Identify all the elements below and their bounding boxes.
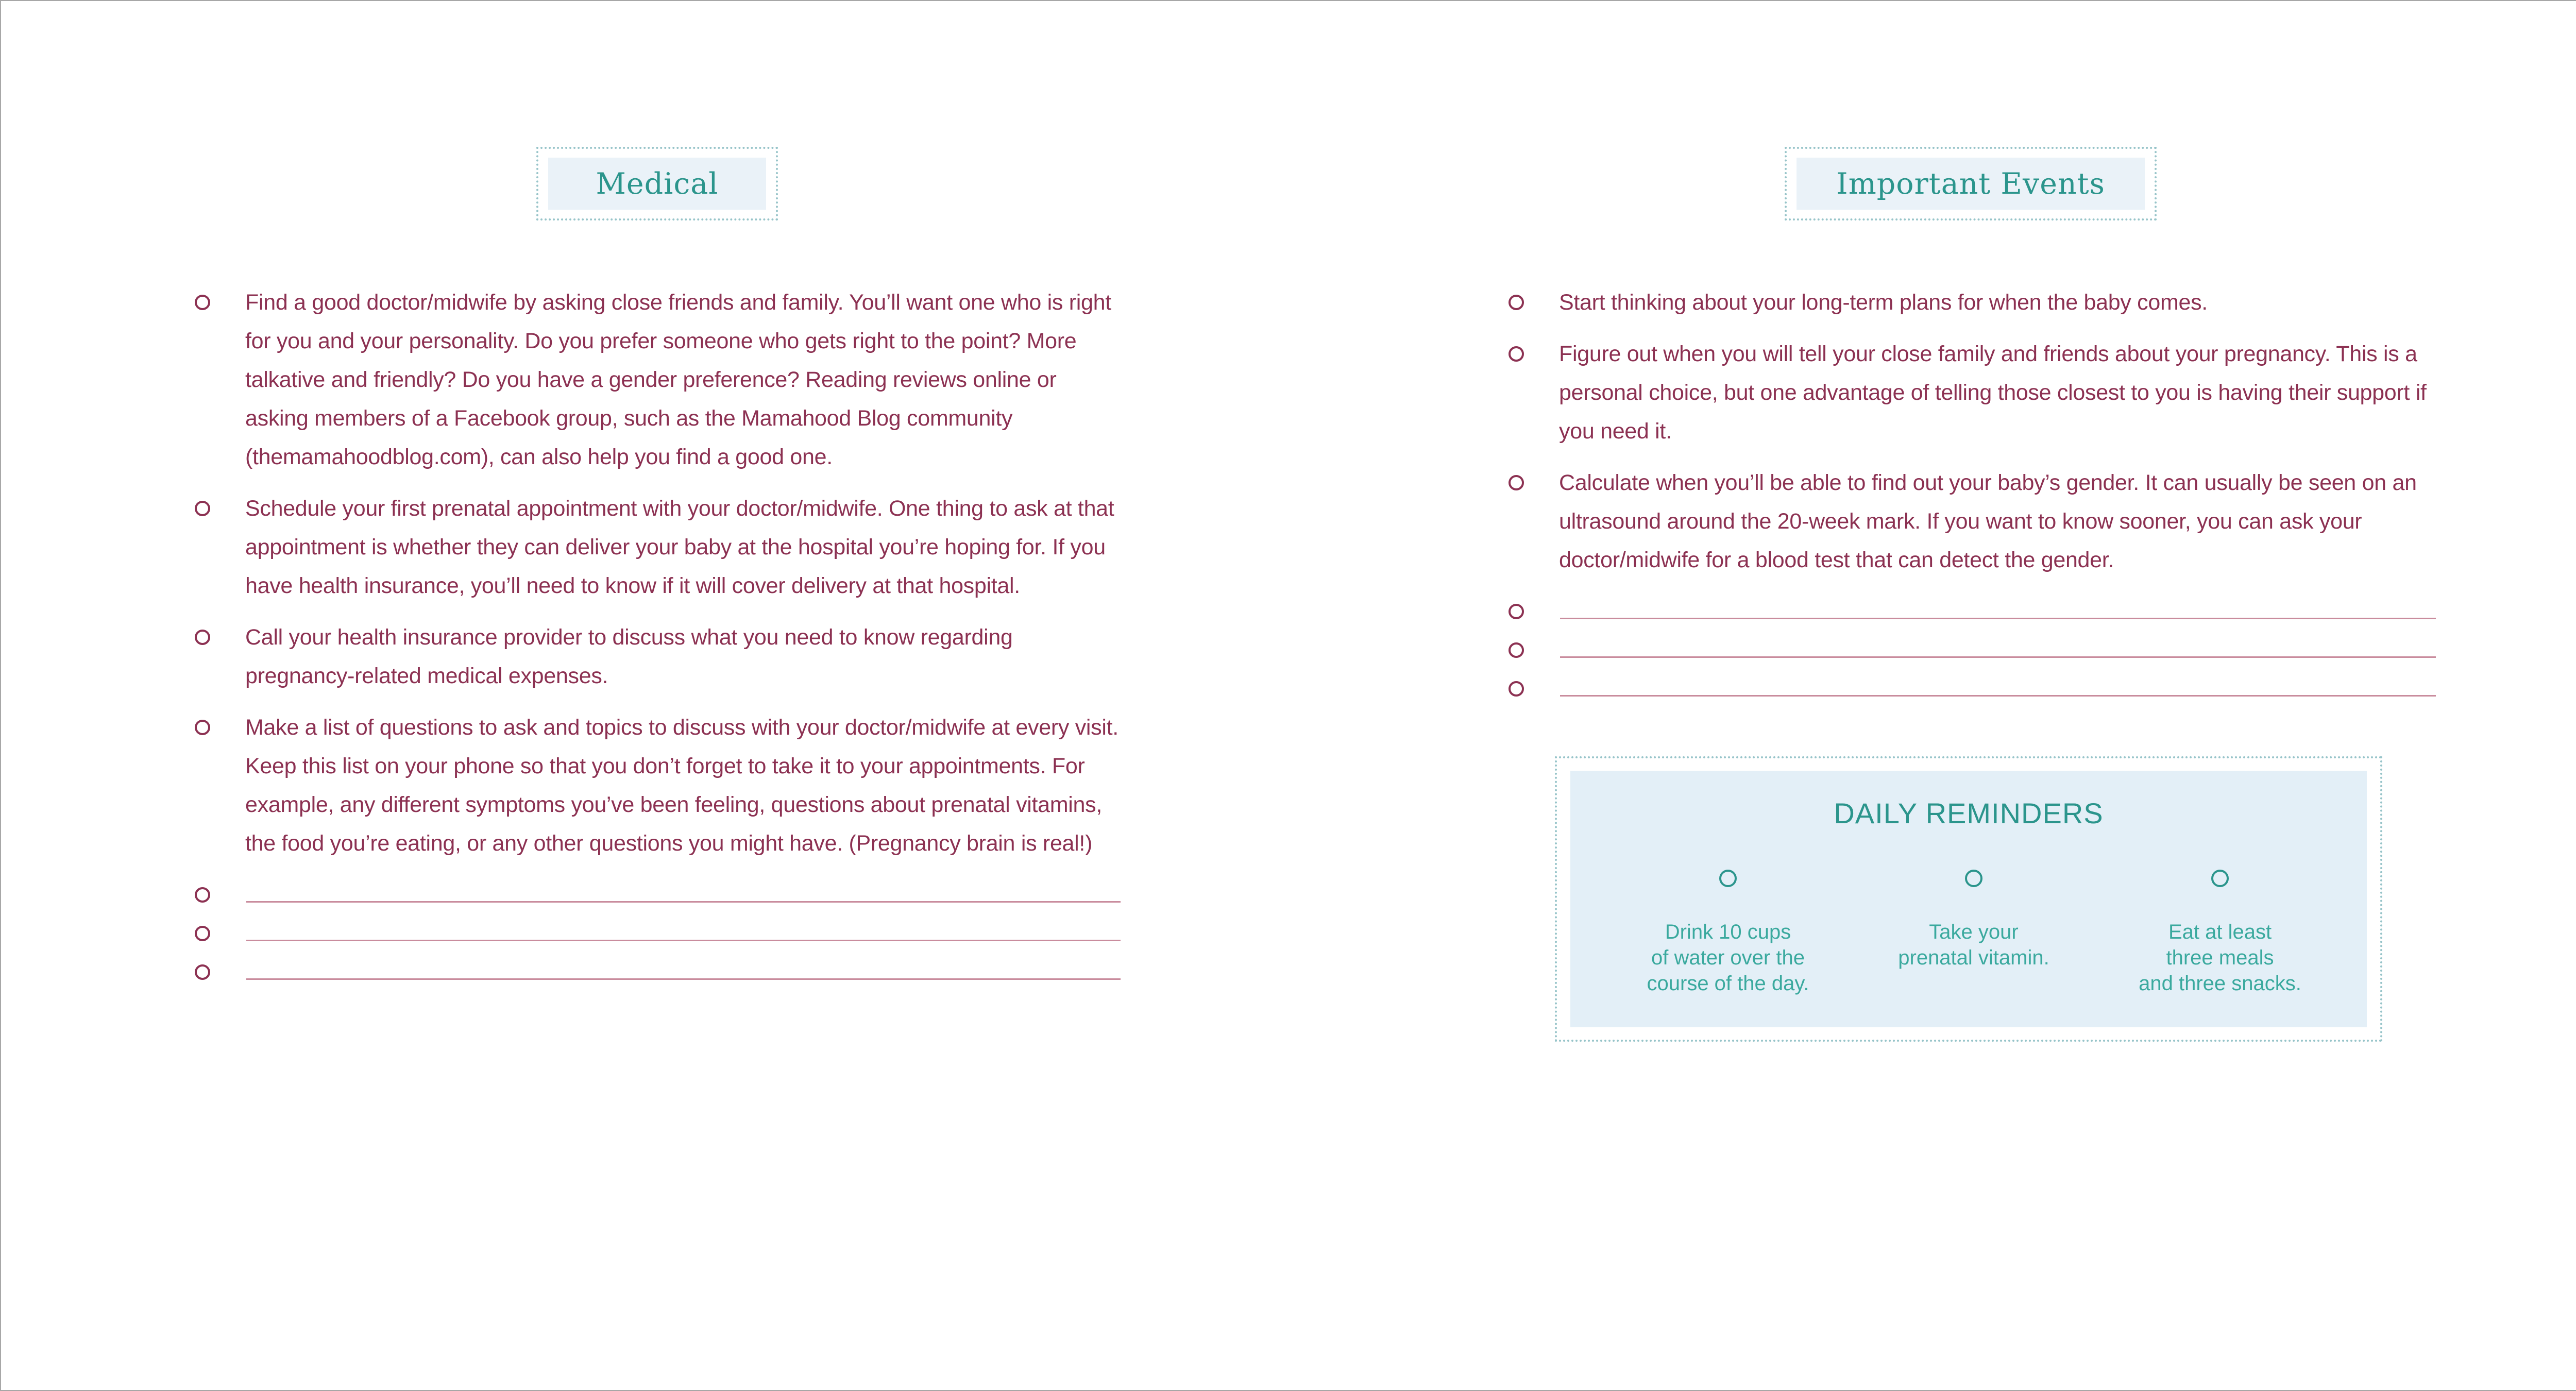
checklist-item-text: Calculate when you’ll be able to find out your baby’s gender. It can usually be seen on an ultrasound around the 20-week mark. If you want to know sooner, you can ask your doctor/midwife for a blood test that can detect the gender. (1559, 470, 2417, 572)
checkbox-circle[interactable] (195, 887, 210, 903)
reminder-item (1871, 870, 2077, 971)
daily-reminders-title: DAILY REMINDERS (1834, 797, 2104, 829)
checklist-item (1509, 283, 2436, 322)
blank-checklist-item (1509, 670, 2436, 708)
reminder-checkbox-circle[interactable] (2211, 870, 2229, 887)
events-heading: Important Events (1797, 158, 2145, 210)
daily-reminders-box (1555, 756, 2382, 1042)
checklist-item-text: Figure out when you will tell your close family and friends about your pregnancy. This is a personal choice, but one advantage of telling those closest to you is having their support if you need it. (1559, 342, 2427, 444)
daily-reminders-panel (1570, 771, 2367, 1027)
blank-checklist-item (1509, 592, 2436, 631)
checkbox-circle[interactable] (1509, 642, 1524, 658)
events-heading-box (1785, 147, 2157, 220)
write-in-line[interactable] (1560, 656, 2436, 658)
checklist-item (1509, 335, 2436, 451)
checklist-item (195, 618, 1121, 696)
medical-heading: Medical (548, 158, 766, 210)
blank-checklist-item (195, 876, 1121, 914)
reminder-text: Eat at least three meals and three snacks. (2139, 921, 2301, 995)
reminder-item (2117, 870, 2323, 996)
medical-checklist (195, 283, 1121, 992)
checkbox-circle[interactable] (195, 964, 210, 980)
checklist-item-text: Make a list of questions to ask and topics to discuss with your doctor/midwife at every visit. Keep this list on your phone so that you don’t forget to take it to your appointments. For example, any different symptoms you’ve been feeling, questions about prenatal vitamins, the food you’re eating, or any other questions you might have. (Pregnancy brain is real!) (245, 715, 1118, 856)
checklist-item-text: Call your health insurance provider to discuss what you need to know regarding pregnancy-related medical expenses. (245, 625, 1013, 688)
checklist-item (195, 708, 1121, 863)
medical-heading-box (536, 147, 778, 220)
reminder-checkbox-circle[interactable] (1719, 870, 1737, 887)
reminder-item (1625, 870, 1831, 996)
blank-checklist-item (1509, 631, 2436, 670)
write-in-line[interactable] (1560, 618, 2436, 619)
blank-checklist-item (195, 953, 1121, 992)
checklist-item (1509, 464, 2436, 580)
checkbox-circle[interactable] (195, 926, 210, 941)
checkbox-circle[interactable] (1509, 681, 1524, 697)
checklist-item-text: Start thinking about your long-term plans for when the baby comes. (1559, 290, 2208, 315)
events-checklist (1509, 283, 2436, 708)
checklist-item-text: Schedule your first prenatal appointment with your doctor/midwife. One thing to ask at that appointment is whether they can deliver your baby at the hospital you’re hoping for. If you have health insurance, you’ll need to know if it will cover delivery at that hospital. (245, 496, 1114, 598)
checklist-item (195, 283, 1121, 477)
checkbox-circle[interactable] (1509, 604, 1524, 619)
blank-checklist-item (195, 914, 1121, 953)
checkbox-circle[interactable] (1509, 295, 1524, 310)
reminder-checkbox-circle[interactable] (1965, 870, 1982, 887)
write-in-line[interactable] (246, 901, 1121, 903)
write-in-line[interactable] (1560, 695, 2436, 697)
reminder-text: Drink 10 cups of water over the course of the day. (1647, 921, 1809, 995)
write-in-line[interactable] (246, 940, 1121, 941)
checkbox-circle[interactable] (195, 295, 210, 310)
checklist-item (195, 489, 1121, 605)
write-in-line[interactable] (246, 978, 1121, 980)
checkbox-circle[interactable] (1509, 475, 1524, 490)
checkbox-circle[interactable] (195, 501, 210, 516)
checkbox-circle[interactable] (195, 630, 210, 645)
reminder-text: Take your prenatal vitamin. (1898, 921, 2049, 969)
checkbox-circle[interactable] (1509, 346, 1524, 362)
checklist-item-text: Find a good doctor/midwife by asking close friends and family. You’ll want one who is right for you and your personality. Do you prefer someone who gets right to the point? More talkative and friendly? Do you have a gender preference? Reading reviews online or asking members of a Facebook group, such as the Mamahood Blog community (themamahoodblog.com), can also help you find a good one. (245, 290, 1111, 469)
checkbox-circle[interactable] (195, 720, 210, 735)
